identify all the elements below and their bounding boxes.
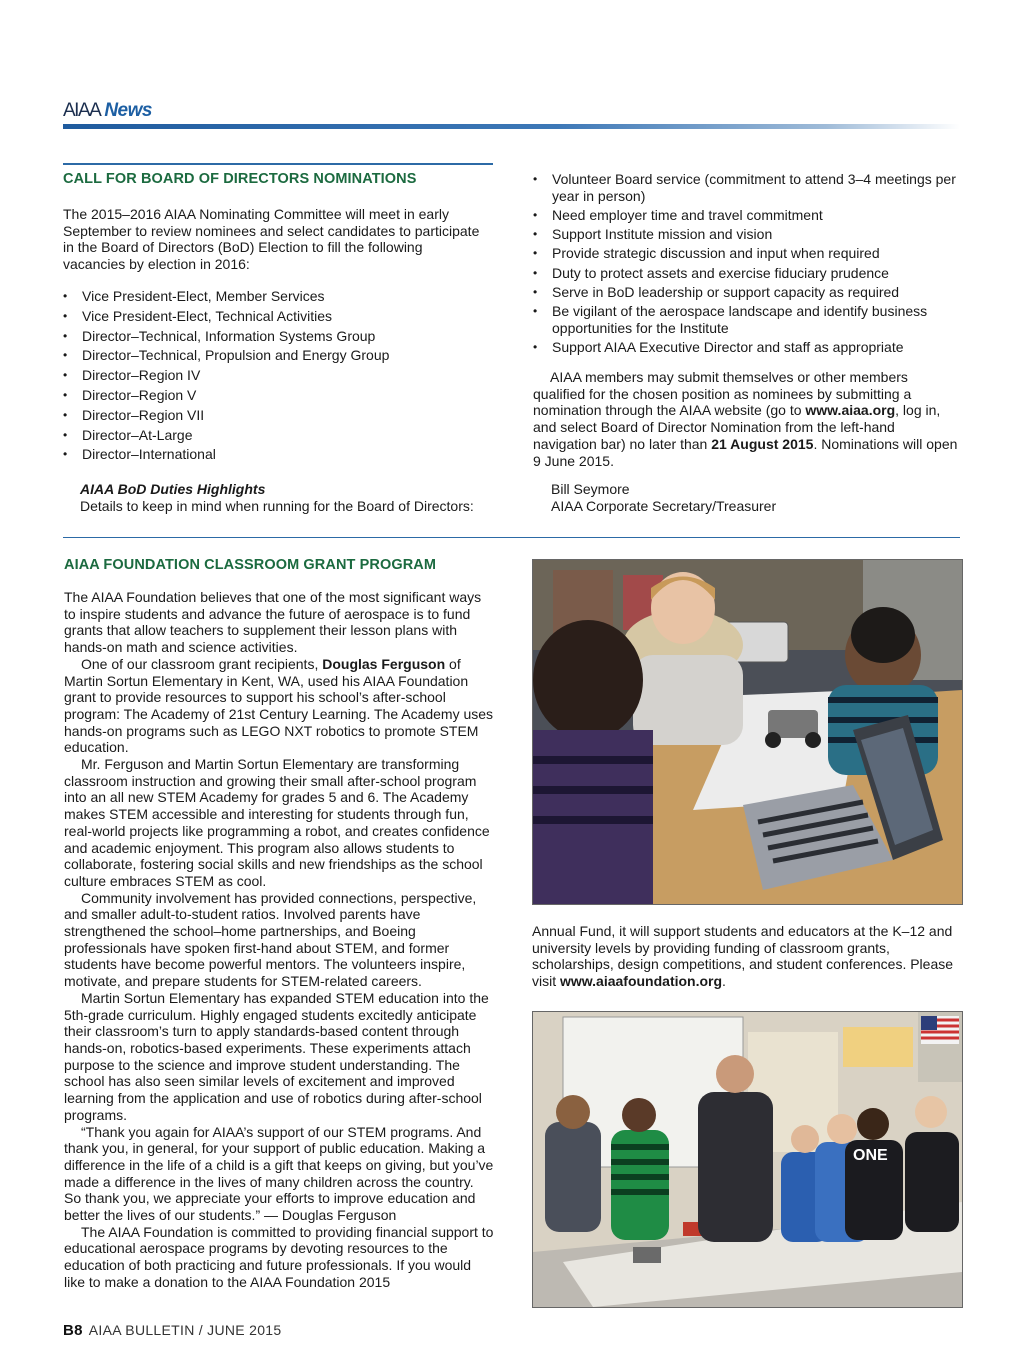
vacancy-list	[63, 287, 488, 465]
list-item: • Director–Technical, Information Systems Group	[63, 327, 488, 347]
signer-name: Bill Seymore	[551, 481, 630, 497]
list-item: • Director–Technical, Propulsion and Energy Group	[63, 346, 488, 366]
list-item: • Provide strategic discussion and input when required	[533, 245, 958, 262]
photo-illustration	[533, 1012, 962, 1307]
classroom-group-photo	[532, 1011, 963, 1308]
submission-text: , log in, and select Board of Director Nomination from the left-hand navigation bar) no later than	[533, 402, 941, 452]
article-paragraph: Mr. Ferguson and Martin Sortun Elementary are transforming classroom instruction and growing their small after-school program into an all new STEM Academy for grades 5 and 6. The Academy makes STEM accessible and interesting for students through fun, real-world projects like programming a robot, and creates confidence and academic enjoyment. This program also allows students to collaborate, fostering social skills and new friendships as the school culture embraces STEM as cool.	[64, 756, 490, 889]
list-item: • Director–Region IV	[63, 366, 488, 386]
duties-subtitle: Details to keep in mind when running for the Board of Directors:	[80, 497, 474, 514]
article-paragraph: Martin Sortun Elementary has expanded STEM education into the 5th-grade curriculum. Highly engaged students excitedly anticipate their classroom’s turn to apply standards-based content through hands-on, robotics-based experiments. These experiments attach purpose to the science and improve student understanding. The school has also seen similar levels of excitement and improved learning from the application and use of robotics during after-school programs.	[64, 989, 489, 1123]
duties-title: AIAA BoD Duties Highlights	[80, 481, 266, 497]
list-item: • Vice President-Elect, Technical Activities	[63, 307, 488, 327]
classroom-robotics-photo	[532, 559, 963, 905]
list-item: • Director–At-Large	[63, 426, 488, 446]
page-footer	[63, 1322, 281, 1339]
foundation-article	[64, 589, 494, 1291]
article-text: Annual Fund, it will support students and educators at the K–12 and university levels by providing funding of classroom grants, scholarships, design competitions, and student conferences. Please visit	[532, 923, 954, 990]
foundation-title: AIAA FOUNDATION CLASSROOM GRANT PROGRAM	[64, 557, 437, 573]
publication-info: AIAA BULLETIN / JUNE 2015	[88, 1322, 282, 1338]
nomination-deadline: 21 August 2015	[711, 435, 814, 452]
shirt-banner: ONE	[853, 1147, 888, 1164]
list-item: • Director–Region VII	[63, 406, 488, 426]
foundation-continued	[532, 923, 962, 990]
running-header	[63, 100, 152, 122]
submission-paragraph	[533, 369, 958, 469]
list-item: • Duty to protect assets and exercise fiduciary prudence	[533, 265, 958, 282]
article-paragraph	[64, 656, 494, 756]
list-item: • Volunteer Board service (commitment to attend 3–4 meetings per year in person)	[533, 171, 958, 205]
section-rule	[63, 163, 493, 165]
list-item: • Support AIAA Executive Director and staff as appropriate	[533, 339, 958, 356]
header-rule	[63, 124, 960, 129]
article-paragraph: The AIAA Foundation believes that one of the most significant ways to inspire students and advance the future of aerospace is to fund grants that allow teachers to supplement their lesson plans with hands-on math and science activities.	[64, 589, 482, 656]
article-text: One of our classroom grant recipients,	[81, 655, 323, 672]
list-item: • Need employer time and travel commitment	[533, 207, 958, 224]
signer-title: AIAA Corporate Secretary/Treasurer	[551, 497, 777, 514]
recipient-name: Douglas Ferguson	[322, 655, 446, 672]
list-item: • Director–Region V	[63, 386, 488, 406]
list-item: • Serve in BoD leadership or support capacity as required	[533, 284, 958, 301]
duties-heading	[80, 481, 500, 514]
signature-block	[551, 481, 951, 514]
list-item: • Be vigilant of the aerospace landscape and identify business opportunities for the Institute	[533, 303, 958, 337]
flag-icon	[921, 1016, 959, 1044]
submission-text: AIAA members may submit themselves or other members qualified for the chosen position as nominees by submitting a nomination through the AIAA website (go to	[533, 369, 912, 419]
article-paragraph: “Thank you again for AIAA’s support of our STEM programs. And thank you, in general, for your support of public education. Making a difference in the life of a child is a gift that keeps on giving, but you’ve made a difference in the lives of many children across the country. So thank you, we appreciate your efforts to improve education and better the lives of our students.” — Douglas Ferguson	[64, 1123, 494, 1224]
list-item: • Support Institute mission and vision	[533, 226, 958, 243]
foundation-website-link[interactable]: www.aiaafoundation.org	[560, 973, 723, 990]
aiaa-website-link[interactable]: www.aiaa.org	[805, 402, 896, 419]
section-divider	[63, 537, 960, 538]
intro-paragraph: The 2015–2016 AIAA Nominating Committee will meet in early September to review nominees and select candidates to participate in the Board of Directors (BoD) Election to fill the following vacancies by election in 2016:	[63, 206, 480, 273]
header-section: News	[104, 100, 152, 121]
photo-illustration	[533, 560, 962, 904]
duties-list	[533, 171, 958, 358]
article-text: of Martin Sortun Elementary in Kent, WA, used his AIAA Foundation grant to provide resources to support his school’s after-school program: The Academy of 21st Century Learning. The Academy uses hands-on programs such as LEGO NXT robotics to promote STEM education.	[64, 655, 494, 756]
article-paragraph: Community involvement has provided connections, perspective, and smaller adult-to-student ratios. Involved parents have strengthened the school–home partnerships, and Boeing professionals have spoken first-hand about STEM, and former students have become powerful mentors. The volunteers inspire, motivate, and prepare students for STEM-related careers.	[64, 889, 477, 990]
list-item: • Director–International	[63, 445, 488, 465]
nominations-intro	[63, 206, 488, 273]
nominations-title: CALL FOR BOARD OF DIRECTORS NOMINATIONS	[63, 171, 417, 187]
article-paragraph: The AIAA Foundation is committed to providing financial support to educational aerospace programs by devoting resources to the education of both practicing and future professionals. If you would like to make a donation to the AIAA Foundation 2015	[64, 1223, 494, 1290]
article-text: .	[722, 973, 726, 990]
page-number: B8	[63, 1322, 83, 1339]
header-org: AIAA	[63, 100, 101, 121]
submission-text: . Nominations will open 9 June 2015.	[533, 435, 958, 469]
list-item: • Vice President-Elect, Member Services	[63, 287, 488, 307]
